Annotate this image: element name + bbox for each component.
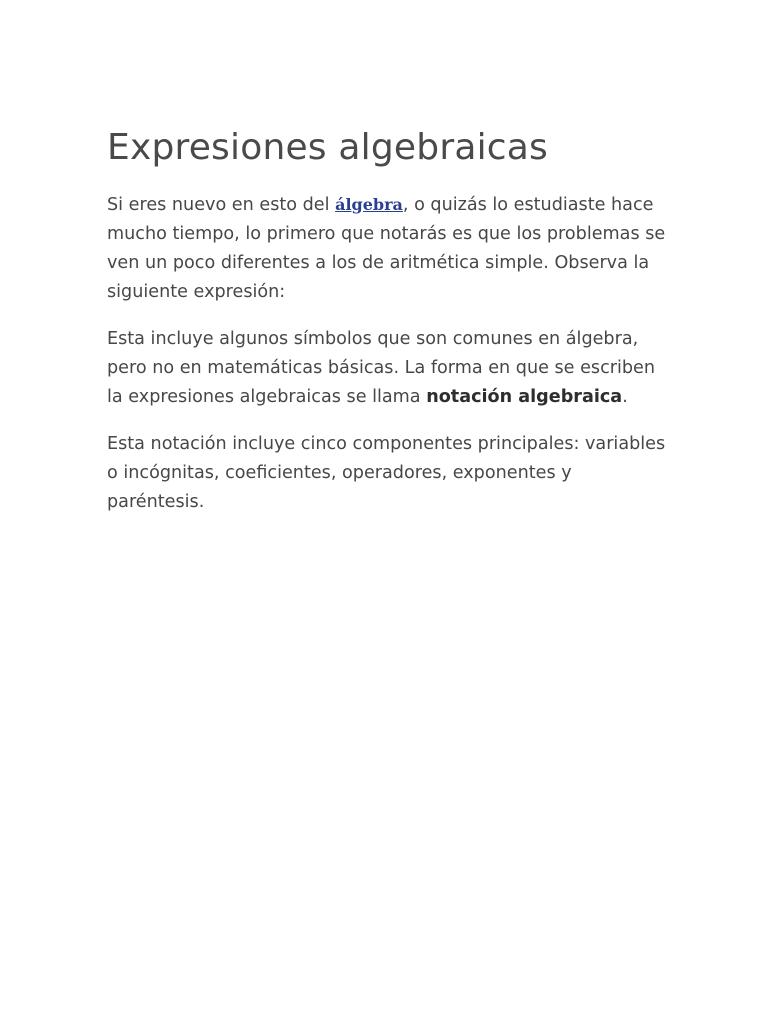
paragraph-notation-text-after: .	[622, 387, 628, 407]
notation-term: notación algebraica	[426, 387, 623, 407]
paragraph-intro-text-after: , o quizás lo estudiaste hace mucho tiempo, lo primero que notarás es que los problemas se ven un poco diferentes a los de aritmética simple. Observa la siguiente expresión:	[107, 195, 666, 302]
paragraph-intro-text-before: Si eres nuevo en esto del	[107, 195, 336, 215]
paragraph-notation-text-before: Esta incluye algunos símbolos que son comunes en álgebra, pero no en matemáticas básicas. La forma en que se escriben la expresiones algebraicas se llama	[107, 329, 656, 407]
paragraph-intro	[107, 190, 668, 307]
paragraph-components: Esta notación incluye cinco componentes principales: variables o incógnitas, coeficientes, operadores, exponentes y paréntesis.	[107, 434, 666, 512]
algebra-link[interactable]: álgebra	[335, 195, 403, 214]
paragraph-notation	[107, 325, 668, 412]
page-title: Expresiones algebraicas	[107, 127, 548, 168]
